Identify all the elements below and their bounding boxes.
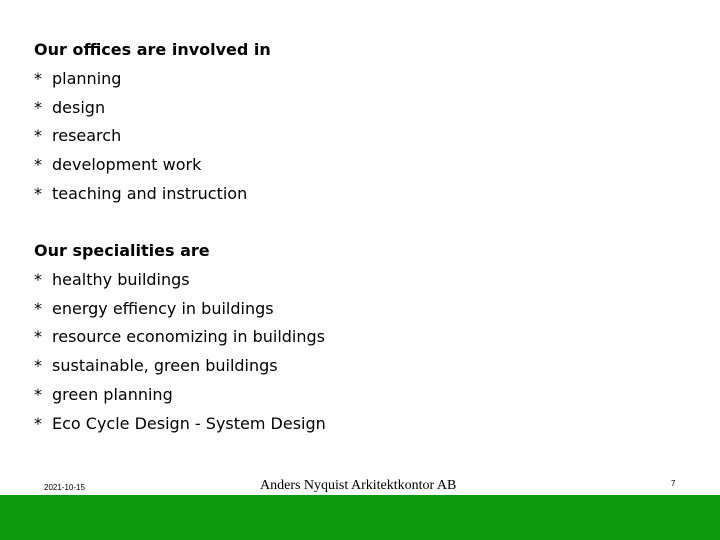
list-item-text: development work: [52, 155, 202, 175]
list-item: [34, 94, 271, 123]
list-item: [34, 352, 326, 381]
list-item-text: Eco Cycle Design - System Design: [52, 413, 326, 433]
list-item-text: green planning: [52, 384, 173, 404]
list-item-text: design: [52, 97, 106, 117]
bullet-marker: *: [34, 413, 42, 433]
list-item-text: planning: [52, 68, 122, 88]
footer-bar: [0, 495, 720, 540]
bullet-marker: *: [34, 68, 42, 88]
list-item: [34, 295, 326, 324]
bullet-marker: *: [34, 155, 42, 175]
page-number: 7: [671, 479, 676, 488]
footer-date: 2021-10-15: [44, 483, 85, 492]
footer-company-name: Anders Nyquist Arkitektkontor AB: [260, 478, 457, 493]
bullet-marker: *: [34, 183, 42, 203]
list-item: [34, 122, 271, 151]
list-item-text: sustainable, green buildings: [52, 356, 278, 376]
offices-section: [34, 36, 271, 209]
specialities-heading: Our specialities are: [34, 241, 210, 260]
list-item: [34, 381, 326, 410]
list-item: [34, 151, 271, 180]
bullet-marker: *: [34, 384, 42, 404]
bullet-marker: *: [34, 269, 42, 289]
list-item-text: resource economizing in buildings: [52, 327, 325, 347]
bullet-marker: *: [34, 356, 42, 376]
list-item: [34, 180, 271, 209]
offices-heading: Our offices are involved in: [34, 40, 271, 59]
bullet-marker: *: [34, 298, 42, 318]
list-item-text: research: [52, 126, 122, 146]
list-item-text: energy effiency in buildings: [52, 298, 274, 318]
bullet-marker: *: [34, 327, 42, 347]
list-item: [34, 323, 326, 352]
specialities-section: [34, 237, 326, 439]
bullet-marker: *: [34, 97, 42, 117]
list-item-text: teaching and instruction: [52, 183, 248, 203]
list-item: [34, 65, 271, 94]
list-item-text: healthy buildings: [52, 269, 190, 289]
bullet-marker: *: [34, 126, 42, 146]
list-item: [34, 266, 326, 295]
list-item: [34, 410, 326, 439]
